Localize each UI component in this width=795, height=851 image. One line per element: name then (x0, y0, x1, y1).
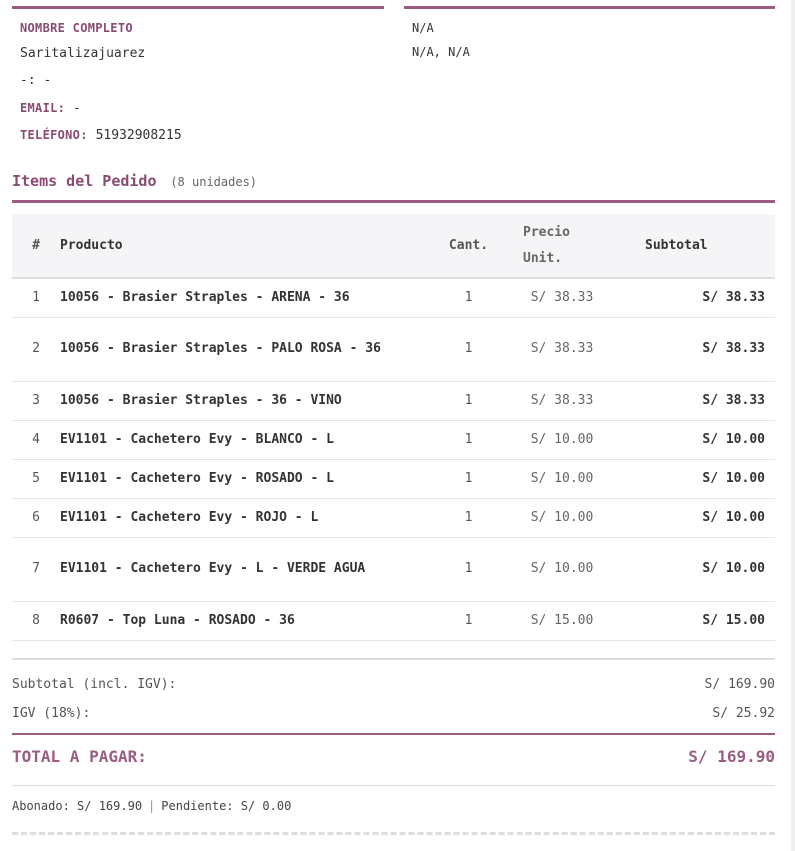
total-value: S/ 169.90 (688, 747, 775, 766)
customer-phone-value: 51932908215 (95, 128, 182, 143)
table-row (12, 498, 775, 537)
igv-row (12, 706, 775, 721)
items-divider (12, 200, 775, 203)
row-qty: 1 (430, 278, 507, 317)
customer-phone-row (20, 128, 182, 143)
customer-email-value: - (72, 101, 81, 116)
table-row (12, 381, 775, 420)
row-price: S/ 38.33 (507, 381, 617, 420)
address-line-2: N/A, N/A (412, 45, 470, 59)
customer-phone-label: TELÉFONO: (20, 128, 88, 142)
payment-separator: | (148, 799, 156, 813)
row-num: 8 (12, 601, 60, 640)
row-product: EV1101 - Cachetero Evy - BLANCO - L (60, 420, 430, 459)
row-subtotal: S/ 10.00 (617, 459, 775, 498)
row-price: S/ 15.00 (507, 601, 617, 640)
items-unit-count: (8 unidades) (170, 175, 258, 189)
row-subtotal: S/ 38.33 (617, 381, 775, 420)
total-label: TOTAL A PAGAR: (12, 747, 147, 766)
row-qty: 1 (430, 601, 507, 640)
header-subtotal: Subtotal (645, 237, 708, 253)
table-row (12, 420, 775, 459)
igv-label: IGV (18%): (12, 706, 91, 721)
row-subtotal: S/ 15.00 (617, 601, 775, 640)
row-qty: 1 (430, 498, 507, 537)
payment-status (12, 799, 291, 813)
customer-email-row (20, 101, 81, 116)
row-subtotal: S/ 10.00 (617, 537, 775, 601)
row-product: 10056 - Brasier Straples - 36 - VINO (60, 381, 430, 420)
row-num: 5 (12, 459, 60, 498)
pending-amount: Pendiente: S/ 0.00 (161, 799, 292, 813)
items-table (12, 214, 775, 641)
row-price: S/ 38.33 (507, 278, 617, 317)
customer-info-column (12, 6, 384, 143)
customer-email-label: EMAIL: (20, 101, 66, 115)
header-price-line2: Unit. (523, 250, 563, 266)
paid-amount: Abonado: S/ 169.90 (12, 799, 143, 813)
subtotal-value: S/ 169.90 (704, 677, 775, 692)
customer-name-row (20, 46, 145, 61)
grand-total-row (12, 747, 775, 766)
customer-section (12, 0, 775, 160)
row-num: 2 (12, 317, 60, 381)
row-price: S/ 38.33 (507, 317, 617, 381)
header-price-line1: Precio (523, 224, 570, 240)
row-product: R0607 - Top Luna - ROSADO - 36 (60, 601, 430, 640)
row-qty: 1 (430, 459, 507, 498)
row-num: 3 (12, 381, 60, 420)
table-row (12, 278, 775, 317)
order-document (12, 0, 775, 813)
table-row (12, 459, 775, 498)
subtotal-row (12, 677, 775, 692)
row-price: S/ 10.00 (507, 459, 617, 498)
row-product: EV1101 - Cachetero Evy - ROJO - L (60, 498, 430, 537)
customer-name-value: Saritalizajuarez (20, 46, 146, 61)
row-price: S/ 10.00 (507, 420, 617, 459)
header-qty: Cant. (448, 237, 489, 253)
row-qty: 1 (430, 317, 507, 381)
row-subtotal: S/ 38.33 (617, 278, 775, 317)
row-price: S/ 10.00 (507, 498, 617, 537)
scrollbar-track[interactable] (791, 0, 795, 851)
items-table-header (12, 214, 775, 278)
table-row (12, 601, 775, 640)
row-product: 10056 - Brasier Straples - ARENA - 36 (60, 278, 430, 317)
payment-divider (12, 785, 775, 786)
dashed-separator (12, 832, 775, 835)
header-price (507, 214, 617, 278)
row-qty: 1 (430, 420, 507, 459)
row-subtotal: S/ 10.00 (617, 498, 775, 537)
address-column (404, 6, 775, 59)
table-row (12, 537, 775, 601)
row-product: EV1101 - Cachetero Evy - L - VERDE AGUA (60, 537, 430, 601)
table-row (12, 317, 775, 381)
row-num: 1 (12, 278, 60, 317)
igv-value: S/ 25.92 (712, 706, 775, 721)
items-title: Items del Pedido (12, 172, 157, 190)
totals-divider (12, 658, 775, 660)
customer-doc-value: -: - (20, 73, 52, 88)
subtotal-label: Subtotal (incl. IGV): (12, 677, 177, 692)
address-line-1: N/A (412, 21, 434, 35)
customer-name-label: NOMBRE COMPLETO (20, 21, 133, 35)
row-num: 6 (12, 498, 60, 537)
header-num: # (32, 237, 40, 253)
row-price: S/ 10.00 (507, 537, 617, 601)
header-product: Producto (60, 237, 123, 253)
customer-name-label-row (20, 21, 133, 36)
items-heading (12, 172, 257, 190)
row-subtotal: S/ 10.00 (617, 420, 775, 459)
row-num: 7 (12, 537, 60, 601)
customer-doc-row (20, 73, 51, 88)
row-qty: 1 (430, 537, 507, 601)
row-qty: 1 (430, 381, 507, 420)
row-product: 10056 - Brasier Straples - PALO ROSA - 36 (60, 317, 430, 381)
row-product: EV1101 - Cachetero Evy - ROSADO - L (60, 459, 430, 498)
row-subtotal: S/ 38.33 (617, 317, 775, 381)
total-divider (12, 733, 775, 735)
row-num: 4 (12, 420, 60, 459)
